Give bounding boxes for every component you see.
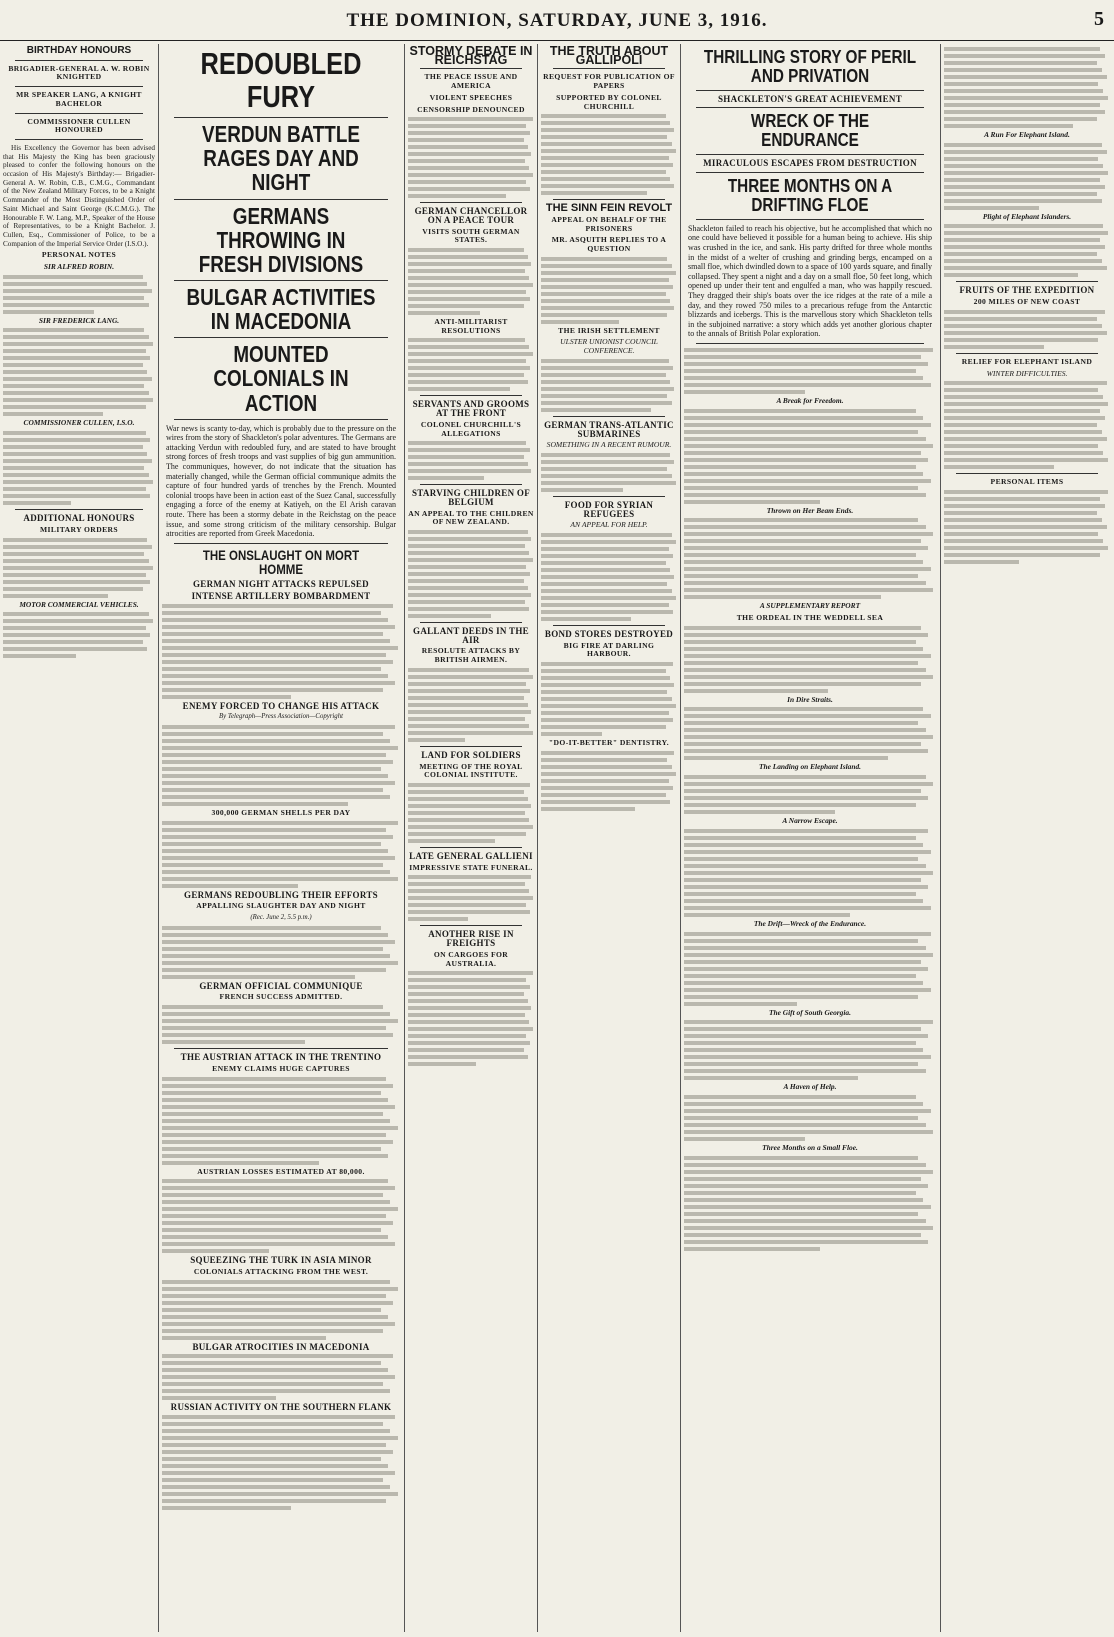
article-subhead: COMMISSIONER CULLEN HONOURED [27,116,131,135]
headline-wreck-endurance: WRECK OF THE ENDURANCE [750,111,870,151]
filler-text [684,1156,936,1251]
filler-text [3,431,155,505]
article-subhead: GERMAN NIGHT ATTACKS REPULSED [193,579,369,590]
article-subhead: FRENCH SUCCESS ADMITTED. [219,992,343,1002]
section-heading: Plight of Elephant Islanders. [982,211,1072,221]
article-headline: LAND FOR SOLDIERS [421,749,521,760]
article-subhead: VISITS SOUTH GERMAN STATES. [422,226,520,245]
filler-text [944,143,1110,210]
filler-text [684,775,936,814]
article-subhead: AUSTRIAN LOSSES ESTIMATED AT 80,000. [197,1166,365,1176]
filler-text [162,1077,400,1165]
article-subhead: RESOLUTE ATTACKS BY BRITISH AIRMEN. [421,646,521,665]
filler-text [162,926,400,979]
filler-text [684,409,936,504]
article-subhead: MIRACULOUS ESCAPES FROM DESTRUCTION [703,158,917,169]
filler-text [162,604,400,699]
article-subhead: AN APPEAL FOR HELP. [570,520,648,530]
article-headline: STORMY DEBATE IN REICHSTAG [409,44,533,67]
summary-intro: Shackleton failed to reach his objective, but he accomplished that which no one could have believed it possible for a human being to achieve. His ship was crushed in the ice, and sank. His party drifted for three whole months in the midst of a welter of crushing and grinding bergs, encamped on a small floe, which dwindled down to a space of 100 yards square, and finally collapsed. They spent a night and a day on a small floe, 50 feet long, which opened up under their tent and engulfed a man, who was happily rescued. They dragged their ship's boats over the ice ridges at the rate of a mile a day, and they rowed 750 miles to a precarious refuge from the Antarctic blizzards and icebergs. This is the marvellous story which Shackleton tells in the subjoined narrative: a story which adds yet another glorious chapter to the annals of British Polar exploration. [688,223,932,339]
page-number: 5 [1094,8,1104,30]
article-subhead: 200 MILES OF NEW COAST [973,297,1081,307]
filler-text [408,783,534,843]
filler-text [408,668,534,742]
filler-text [162,725,400,806]
filler-text [944,490,1110,564]
article-headline: GERMAN CHANCELLOR ON A PEACE TOUR [414,206,528,225]
article-subhead: GERMANS REDOUBLING THEIR EFFORTS [184,889,378,900]
section-heading: A Break for Freedom. [776,395,844,405]
article-headline: BIRTHDAY HONOURS [26,45,132,56]
article-subhead: VIOLENT SPEECHES [429,92,513,102]
section-heading: The Gift of South Georgia. [769,1007,851,1017]
section-heading: SIR ALFRED ROBIN. [43,262,115,272]
filler-text [541,662,677,736]
section-heading: Thrown on Her Beam Ends. [766,505,854,515]
article-subhead: REQUEST FOR PUBLICATION OF PAPERS [543,72,675,91]
filler-text [944,381,1110,469]
article-body: His Excellency the Governor has been advised that His Majesty the King has been graciously pleased to confer the following honours on the occasion of His Majesty's Birthday:— Brigadier-General A. W. Robin, C.B., C.M.G., Commandant of the New Zealand Military Forces, to be a Knight Commander of the Most Distinguished Order of Saint Michael and Saint George (K.C.M.G.). The Honourable F. W. Lang, M.P., Speaker of the House of Representatives, to be a Knight Bachelor. J. Cullen, Esq., Commissioner of Police, to be a Companion of the Imperial Service Order (I.S.O.). [3,143,155,248]
filler-text [162,1179,400,1253]
article-subhead: BRIGADIER-GENERAL A. W. ROBIN KNIGHTED [8,63,150,82]
article-subhead: SQUEEZING THE TURK IN ASIA MINOR [190,1255,372,1266]
filler-text [162,821,400,888]
section-heading: A Narrow Escape. [782,816,838,826]
headline-thrilling-story: THRILLING STORY OF PERIL AND PRIVATION [703,47,917,86]
article-subhead: MR SPEAKER LANG, A KNIGHT BACHELOR [16,90,142,108]
article-subhead: ON CARGOES FOR AUSTRALIA. [433,949,509,968]
section-heading: MILITARY ORDERS [39,524,119,534]
filler-text [3,612,155,658]
article-subhead: THE ORDEAL IN THE WEDDELL SEA [736,612,884,622]
masthead [0,0,1114,41]
filler-text [408,971,534,1066]
filler-text [408,248,534,315]
headline-mounted-colonials: MOUNTED COLONIALS IN ACTION [213,341,349,416]
column-expedition-continued [944,44,1110,1632]
section-heading: Three Months on a Small Floe. [762,1142,858,1152]
column-rule [680,44,681,1632]
section-heading: ADDITIONAL HONOURS [23,513,135,524]
filler-text [541,453,677,492]
article-subhead: COLONEL CHURCHILL'S ALLEGATIONS [420,419,522,438]
article-headline: THE TRUTH ABOUT GALLIPOLI [549,44,669,67]
article-subhead: AN APPEAL TO THE CHILDREN OF NEW ZEALAND. [408,508,534,527]
article-subhead: BULGAR ATROCITIES IN MACEDONIA [192,1341,370,1352]
article-subhead: GERMAN OFFICIAL COMMUNIQUE [199,980,363,991]
filler-text [541,114,677,195]
filler-text [162,1005,400,1044]
article-subhead: ENEMY CLAIMS HUGE CAPTURES [212,1063,350,1073]
filler-text [541,533,677,621]
filler-text [944,47,1110,128]
section-heading: The Drift—Wreck of the Endurance. [753,918,867,928]
headline-verdun: VERDUN BATTLE RAGES DAY AND NIGHT [202,121,360,196]
section-heading: SIR FREDERICK LANG. [38,315,120,325]
article-subhead: CENSORSHIP DENOUNCED [417,104,525,114]
filler-text [684,626,936,693]
article-subhead: APPEAL ON BEHALF OF THE PRISONERS [551,214,667,233]
section-heading: A Run For Elephant Island. [984,130,1070,139]
article-headline: RELIEF FOR ELEPHANT ISLAND [961,356,1093,366]
filler-text [944,310,1110,349]
column-war-news [162,44,400,1632]
filler-text [944,224,1110,277]
headline-bulgar: BULGAR ACTIVITIES IN MACEDONIA [186,283,376,335]
article-subhead: ULSTER UNIONIST COUNCIL CONFERENCE. [560,337,658,356]
article-subhead: SOMETHING IN A RECENT RUMOUR. [546,440,672,450]
masthead-title: THE DOMINION, SATURDAY, JUNE 3, 1916. [346,10,768,31]
article-subhead: "DO-IT-BETTER" DENTISTRY. [548,738,670,748]
summary-intro: War news is scanty to-day, which is probably due to the pressure on the wires from the story of Shackleton's polar adventures. The Germans are attacking Verdun with redoubled fury, and are stated to have brought strong forces of fresh troops and vast supplies of big gun ammunition. The communiques, however, do not indicate that the situation has materially changed, while the German official communique admits the capture of four hundred yards of trenches by the French. Mounted colonial troops have been in action east of the Suez Canal, successfully engaging a force of the enemy at Katiyeh, on the El Arish caravan route. There has been a stormy debate in the Reichstag on the peace issue, and some strong criticism of the military censorship. Bulgar atrocities are reported from Greek Macedonia. [166,423,396,539]
main-headline: REDOUBLED FURY [200,46,362,114]
filler-text [162,1354,400,1400]
article-subhead: THE PEACE ISSUE AND AMERICA [424,72,518,91]
filler-text [684,1095,936,1141]
filler-text [3,538,155,598]
filler-text [3,275,155,314]
article-subhead: MEETING OF THE ROYAL COLONIAL INSTITUTE. [419,761,523,780]
filler-text [408,117,534,198]
filler-text [408,530,534,618]
filler-text [684,348,936,394]
filler-text [541,257,677,324]
article-headline: BOND STORES DESTROYED [544,629,674,640]
article-subhead: RUSSIAN ACTIVITY ON THE SOUTHERN FLANK [170,1402,392,1413]
article-subhead: THE AUSTRIAN ATTACK IN THE TRENTINO [180,1052,382,1063]
article-subhead: ANTI-MILITARIST RESOLUTIONS [434,317,508,335]
section-heading: COMMISSIONER CULLEN, I.S.O. [23,418,135,428]
filler-text [684,932,936,1006]
article-headline: FOOD FOR SYRIAN REFUGEES [564,499,654,519]
headline-drifting-floe: THREE MONTHS ON A DRIFTING FLOE [727,175,893,215]
section-heading: The Landing on Elephant Island. [758,762,862,772]
article-headline: GALLANT DEEDS IN THE AIR [413,626,529,645]
filler-text [541,751,677,811]
headline-mort-homme: THE ONSLAUGHT ON MORT HOMME [202,546,360,578]
filler-text [162,1280,400,1340]
column-rule [404,44,405,1632]
filler-text [408,875,534,921]
article-subhead: APPALLING SLAUGHTER DAY AND NIGHT [196,901,366,911]
article-headline: THE SINN FEIN REVOLT [545,202,673,215]
article-headline: GERMAN TRANS-ATLANTIC SUBMARINES [544,419,674,439]
column-rule [537,44,538,1632]
rec-line: (Rec. June 2, 5.5 p.m.) [250,914,312,922]
article-subhead: INTENSE ARTILLERY BOMBARDMENT [191,590,371,601]
article-headline: SERVANTS AND GROOMS AT THE FRONT [412,399,530,419]
article-subhead: MR. ASQUITH REPLIES TO A QUESTION [551,235,667,254]
column-reichstag [408,44,534,1632]
filler-text [3,328,155,416]
filler-text [684,1020,936,1080]
filler-text [408,441,534,480]
section-heading: A SUPPLEMENTARY REPORT [759,601,861,611]
article-subhead: ENEMY FORCED TO CHANGE HIS ATTACK [182,700,380,711]
filler-text [162,1415,400,1510]
filler-text [541,359,677,412]
article-subhead: COLONIALS ATTACKING FROM THE WEST. [193,1266,369,1276]
article-subhead: WINTER DIFFICULTIES. [986,368,1068,378]
headline-fresh-divisions: GERMANS THROWING IN FRESH DIVISIONS [198,202,364,277]
section-heading: MOTOR COMMERCIAL VEHICLES. [19,599,139,609]
column-rule [940,44,941,1632]
byline: By Telegraph—Press Association—Copyright [219,713,343,721]
column-shackleton [684,44,936,1632]
filler-text [684,518,936,599]
article-headline: LATE GENERAL GALLIENI [409,850,533,861]
article-subhead: IMPRESSIVE STATE FUNERAL. [409,862,533,872]
column-gallipoli [541,44,677,1632]
column-birthday-honours [3,44,155,1632]
filler-text [408,338,534,391]
article-headline: STARVING CHILDREN OF BELGIUM [411,488,531,507]
section-heading: In Dire Straits. [787,694,833,704]
article-subhead: 300,000 GERMAN SHELLS PER DAY [211,807,351,817]
section-heading: A Haven of Help. [783,1082,837,1092]
article-subhead: SUPPORTED BY COLONEL CHURCHILL [556,92,662,111]
article-headline: PERSONAL ITEMS [990,477,1064,487]
article-subhead: SHACKLETON'S GREAT ACHIEVEMENT [717,93,903,104]
section-heading: PERSONAL NOTES [41,250,117,260]
article-subhead: THE IRISH SETTLEMENT [558,325,660,335]
article-headline: FRUITS OF THE EXPEDITION [959,285,1095,296]
article-headline: ANOTHER RISE IN FREIGHTS [428,929,514,949]
article-subhead: BIG FIRE AT DARLING HARBOUR. [563,640,655,659]
column-rule [158,44,159,1632]
filler-text [684,707,936,760]
filler-text [684,829,936,917]
